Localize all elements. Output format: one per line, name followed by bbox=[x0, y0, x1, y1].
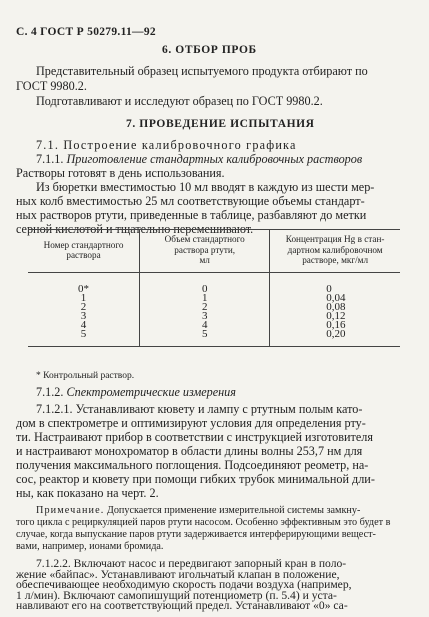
table-footnote: * Контрольный раствор. bbox=[36, 371, 135, 381]
paragraph-line: и настраивают монохроматор в области длины волны 253,7 нм для bbox=[16, 444, 363, 458]
paragraph-line: ных растворов ртути, приведенные в таблице, разбавляют до метки bbox=[16, 208, 367, 222]
paragraph-line: жение «байпас». Устанавливают игольчатый клапан в положение, bbox=[16, 567, 340, 581]
paragraph-line: Растворы готовят в день использования. bbox=[16, 166, 225, 180]
note-line: случае, когда выпускание паров ртути задерживается интерферирующими вещест- bbox=[16, 529, 376, 540]
paragraph-line: получения максимального поглощения. Подсоединяют реометр, на- bbox=[16, 458, 369, 472]
subsection-7-1-title: 7.1. Построение калибровочного графика bbox=[36, 138, 297, 152]
table-row bbox=[28, 273, 400, 295]
note-first-line bbox=[36, 505, 360, 517]
table-cell: 4 bbox=[140, 321, 270, 330]
paragraph-line: 7.1.2.1. Устанавливают кювету и лампу с ртутным полым като- bbox=[36, 402, 363, 416]
table-cell: 3 bbox=[80, 310, 87, 322]
table-header-cell bbox=[140, 230, 270, 273]
table-cell: 0* bbox=[78, 283, 90, 295]
header-line: Объем стандартного bbox=[164, 234, 245, 245]
paragraph-line: Подготавливают и исследуют образец по ГОСТ 9980.2. bbox=[36, 94, 323, 108]
subsection-number: 7.1.1. bbox=[36, 152, 64, 166]
table-cell: 0,04 bbox=[270, 294, 400, 303]
table-cell: 2 bbox=[80, 301, 87, 313]
subsection-number: 7.1.2. bbox=[36, 385, 64, 399]
paragraph-line: Из бюретки вместимостью 10 мл вводят в каждую из шести мер- bbox=[36, 180, 375, 194]
table-cell: 0 bbox=[270, 273, 400, 295]
section-7-title: 7. ПРОВЕДЕНИЕ ИСПЫТАНИЯ bbox=[126, 118, 315, 130]
paragraph-line: серной кислотой и тщательно перемешивают. bbox=[16, 222, 254, 236]
header-line: мл bbox=[199, 255, 210, 266]
header-line: раствора ртути, bbox=[174, 244, 236, 255]
running-header: С. 4 ГОСТ Р 50279.11—92 bbox=[16, 26, 156, 38]
subsection-7-1-1-heading bbox=[36, 152, 362, 166]
paragraph-line: ГОСТ 9980.2. bbox=[16, 79, 87, 93]
table-cell: 0,08 bbox=[270, 303, 400, 312]
note-line: вами, например, ионами бромида. bbox=[16, 541, 164, 552]
paragraph-line: Представительный образец испытуемого продукта отбирают по bbox=[36, 64, 368, 78]
note-text: Допускается применение измерительной системы замкну- bbox=[106, 505, 361, 516]
calibration-table bbox=[28, 229, 400, 347]
table-cell: 0,16 bbox=[270, 321, 400, 330]
note-line: того цикла с рециркуляцией паров ртути насосом. Особенно эффективным это будет в bbox=[16, 517, 391, 528]
subsection-7-1-2-heading bbox=[36, 385, 236, 399]
header-line: Номер стандартного bbox=[43, 239, 124, 250]
table-header-row bbox=[28, 230, 400, 273]
paragraph-line: ных колб вместимостью 25 мл соответствующие объемы стандарт- bbox=[16, 194, 365, 208]
table-cell: 0,20 bbox=[270, 330, 400, 347]
paragraph-line: 1 л/мин). Включают самопишущий потенциометр (п. 5.4) и уста- bbox=[16, 588, 337, 602]
header-line: Концентрация Hg в стан- bbox=[285, 234, 385, 245]
table-cell: 5 bbox=[140, 330, 270, 347]
table-cell: 1 bbox=[80, 292, 87, 304]
header-line: растворе, мкг/мл bbox=[302, 255, 369, 266]
section-6-title: 6. ОТБОР ПРОБ bbox=[162, 44, 257, 56]
paragraph-line: обеспечивающее необходимую скорость подачи воздуха (например, bbox=[16, 578, 352, 591]
paragraph-line: 7.1.2.2. Включают насос и передвигают запорный кран в поло- bbox=[36, 557, 347, 570]
subsection-7-1-1-title: Приготовление стандартных калибровочных растворов bbox=[66, 152, 363, 166]
paragraph-line: дом в спектрометре и оптимизируют условия для определения рту- bbox=[16, 416, 366, 430]
header-line: раствора bbox=[66, 250, 101, 260]
paragraph-line: навливают его на соответствующий предел. Устанавливают «0» са- bbox=[16, 599, 348, 612]
table-cell: 0 bbox=[140, 273, 270, 295]
paragraph-line: ны, как показано на черт. 2. bbox=[16, 486, 159, 500]
table-cell: 1 bbox=[140, 294, 270, 303]
table-row bbox=[28, 330, 400, 347]
subsection-7-1-2-title: Спектрометрические измерения bbox=[66, 385, 236, 399]
table-cell: 5 bbox=[28, 330, 140, 347]
table-cell: 3 bbox=[140, 312, 270, 321]
table-header-cell bbox=[270, 230, 400, 273]
table-cell: 4 bbox=[80, 319, 87, 331]
note-label: Примечание. bbox=[36, 505, 105, 516]
table-header-cell bbox=[28, 230, 140, 273]
paragraph-line: сос, реактор и кювету при помощи гибких трубок минимальной дли- bbox=[16, 472, 375, 486]
table-cell: 2 bbox=[140, 303, 270, 312]
paragraph-line: ти. Настраивают прибор в соответствии с инструкцией изготовителя bbox=[16, 430, 373, 444]
table-cell: 0,12 bbox=[270, 312, 400, 321]
header-line: дартном калибровочном bbox=[287, 244, 383, 255]
